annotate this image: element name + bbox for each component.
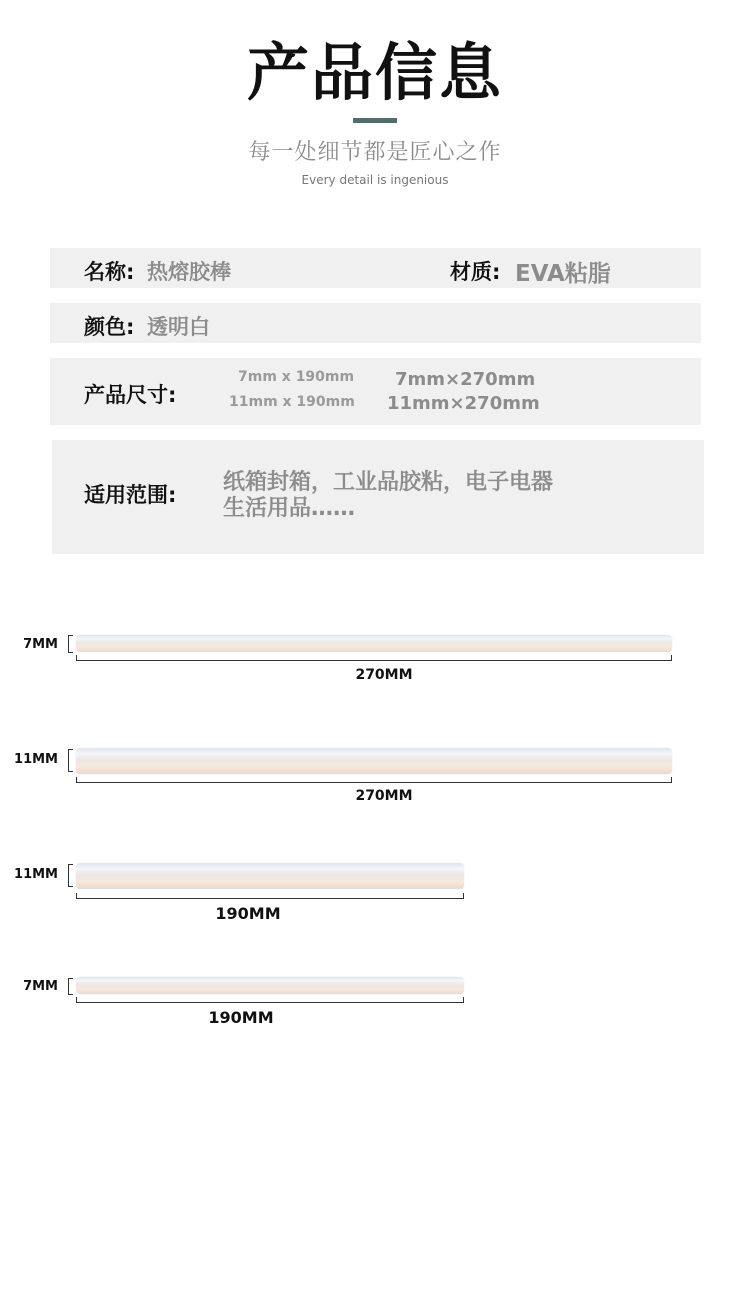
glue-stick-7x270 xyxy=(0,630,750,690)
stick-length-label: 190MM xyxy=(208,1008,274,1027)
length-dimension-line xyxy=(76,655,672,661)
name-value: 热熔胶棒 xyxy=(147,260,231,284)
stick-diameter-label: 7MM xyxy=(23,637,58,652)
size-large-2: 11mm×270mm xyxy=(387,393,540,414)
length-dimension-line xyxy=(76,777,672,783)
length-dimension-line xyxy=(76,893,464,899)
info-row-name-material xyxy=(50,248,701,288)
stick-length-label: 270MM xyxy=(355,788,413,804)
size-label: 产品尺寸: xyxy=(84,383,177,407)
glue-stick-image xyxy=(76,748,672,774)
stick-diameter-label: 11MM xyxy=(14,752,58,767)
size-small-1: 7mm x 190mm xyxy=(238,369,355,385)
usage-line-2: 生活用品…… xyxy=(223,496,356,521)
usage-label: 适用范围: xyxy=(84,483,177,507)
diameter-bracket xyxy=(68,749,73,772)
glue-stick-11x190 xyxy=(0,860,750,930)
diameter-bracket xyxy=(68,978,73,995)
usage-line-1: 纸箱封箱，工业品胶粘，电子电器 xyxy=(223,470,554,495)
title-underline xyxy=(353,118,397,123)
diameter-bracket xyxy=(68,864,73,887)
subtitle-english: Every detail is ingenious xyxy=(301,173,449,187)
info-row-color xyxy=(50,303,701,343)
glue-stick-7x190 xyxy=(0,972,750,1032)
stick-diameter-label: 11MM xyxy=(14,867,58,882)
stick-length-label: 270MM xyxy=(355,667,413,683)
page-title: 产品信息 xyxy=(246,36,503,109)
info-row-sizes xyxy=(50,358,701,425)
glue-stick-image xyxy=(76,977,464,994)
material-value: EVA粘脂 xyxy=(515,261,611,287)
color-value: 透明白 xyxy=(147,315,210,339)
length-dimension-line xyxy=(76,997,464,1003)
glue-stick-11x270 xyxy=(0,745,750,810)
stick-length-label: 190MM xyxy=(215,904,281,923)
info-row-usage xyxy=(52,440,704,554)
subtitle-chinese: 每一处细节都是匠心之作 xyxy=(248,140,502,165)
diameter-bracket xyxy=(68,635,73,653)
size-small-2: 11mm x 190mm xyxy=(229,394,355,410)
glue-stick-image xyxy=(76,863,464,889)
stick-diameter-label: 7MM xyxy=(23,979,58,994)
glue-stick-image xyxy=(76,635,672,652)
material-label: 材质: xyxy=(450,260,501,284)
size-large-1: 7mm×270mm xyxy=(395,369,536,390)
name-label: 名称: xyxy=(84,260,135,284)
color-label: 颜色: xyxy=(84,315,135,339)
